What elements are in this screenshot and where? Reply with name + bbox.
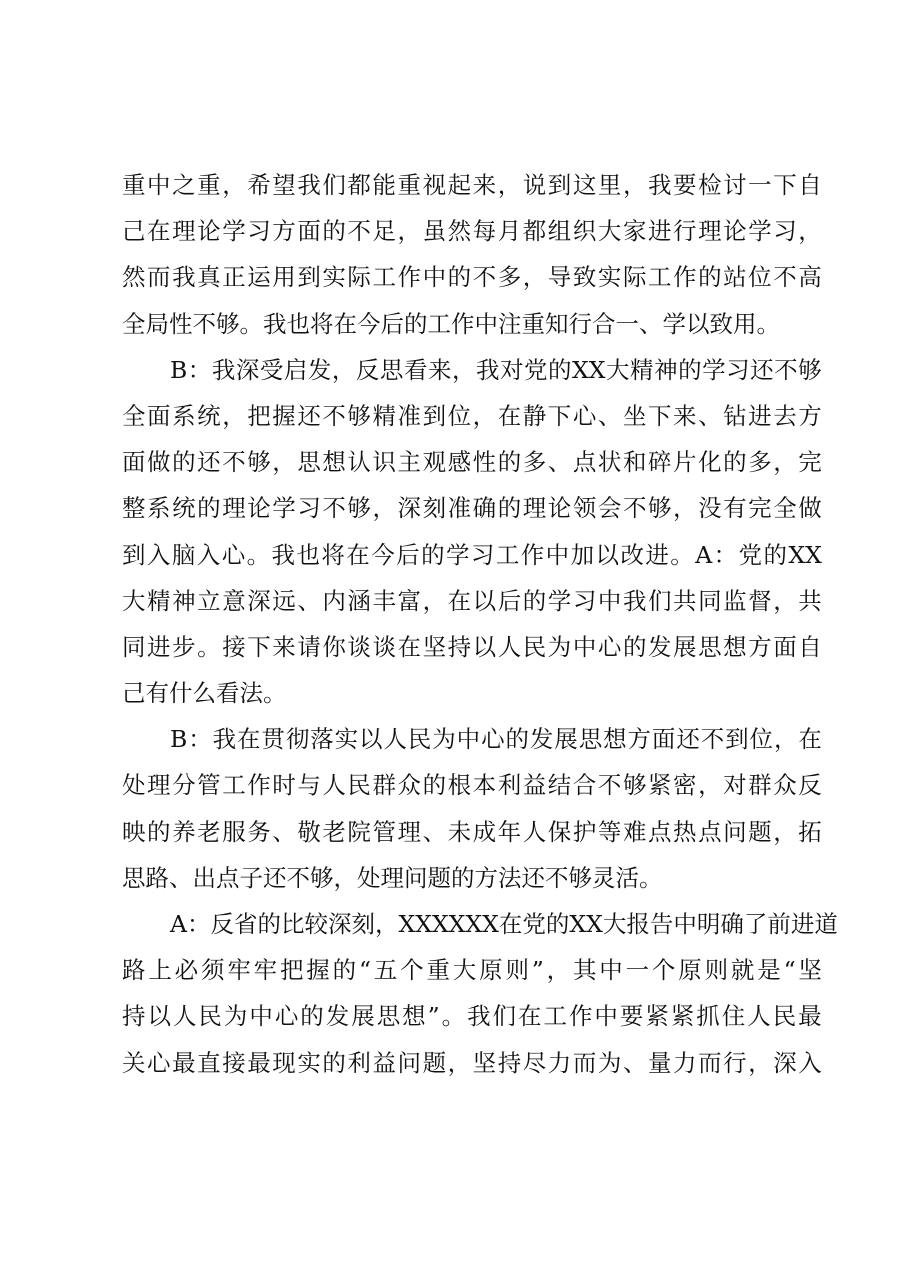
text-line: 己有什么看法。 [122, 679, 287, 708]
text-line: 面 做 的 还 不 够 ， 思 想 认 识 主 观 感 性 的 多 、 点 状 和 碎 片 化 的 多 ， 完 [122, 448, 822, 477]
text-line: 全局性不够。我也将在今后的工作中注重知行合一、学以致用。 [122, 309, 780, 338]
text-line: 大 精 神 立 意 深 远 、 内 涵 丰 富 ， 在 以 后 的 学 习 中 我 们 共 同 监 督 ， 共 [122, 586, 822, 615]
text-line: 思路、出点子还不够，处理问题的方法还不够灵活。 [122, 863, 663, 892]
text-line: A ： 反 省 的 比 较 深 刻 ， XXXXXX 在 党 的 XX 大 报 告 中 明 确 了 前 进 道 [170, 910, 838, 938]
text-line: 同 进 步 。 接 下 来 请 你 谈 谈 在 坚 持 以 人 民 为 中 心 的 发 展 思 想 方 面 自 [122, 632, 822, 661]
text-line: 关 心 最 直 接 最 现 实 的 利 益 问 题 ， 坚 持 尽 力 而 为 、 量 力 而 行 ， 深 入 [122, 1048, 822, 1077]
text-line: 整 系 统 的 理 论 学 习 不 够 ， 深 刻 准 确 的 理 论 领 会 不 够 ， 没 有 完 全 做 [122, 494, 822, 523]
text-line: 到 入 脑 入 心 。 我 也 将 在 今 后 的 学 习 工 作 中 加 以 改 进 。 A ： 党 的 XX [122, 540, 822, 569]
text-line: 持 以 人 民 为 中 心 的 发 展 思 想 ” 。 我 们 在 工 作 中 要 紧 紧 抓 住 人 民 最 [122, 1002, 822, 1031]
text-line: 全 面 系 统 ， 把 握 还 不 够 精 准 到 位 ， 在 静 下 心 、 坐 下 来 、 钻 进 去 方 [122, 401, 822, 430]
document-body [122, 162, 838, 1086]
text-line: 重 中 之 重 ， 希 望 我 们 都 能 重 视 起 来 ， 说 到 这 里 ， 我 要 检 讨 一 下 自 [122, 171, 822, 199]
text-line: B ： 我 在 贯 彻 落 实 以 人 民 为 中 心 的 发 展 思 想 方 面 还 不 到 位 ， 在 [170, 725, 822, 754]
text-line: 己 在 理 论 学 习 方 面 的 不 足 ， 虽 然 每 月 都 组 织 大 家 进 行 理 论 学 习 ， [122, 217, 822, 246]
text-line: 映 的 养 老 服 务 、 敬 老 院 管 理 、 未 成 年 人 保 护 等 难 点 热 点 问 题 ， 拓 [122, 817, 822, 846]
text-line: B ： 我 深 受 启 发 ， 反 思 看 来 ， 我 对 党 的 XX 大 精 神 的 学 习 还 不 够 [170, 355, 822, 384]
text-line: 路 上 必 须 牢 牢 把 握 的 “ 五 个 重 大 原 则 ” ， 其 中 一 个 原 则 就 是 “ 坚 [122, 956, 822, 985]
text-line: 处 理 分 管 工 作 时 与 人 民 群 众 的 根 本 利 益 结 合 不 够 紧 密 ， 对 群 众 反 [122, 771, 822, 800]
text-line: 然 而 我 真 正 运 用 到 实 际 工 作 中 的 不 多 ， 导 致 实 际 工 作 的 站 位 不 高 [122, 263, 822, 292]
